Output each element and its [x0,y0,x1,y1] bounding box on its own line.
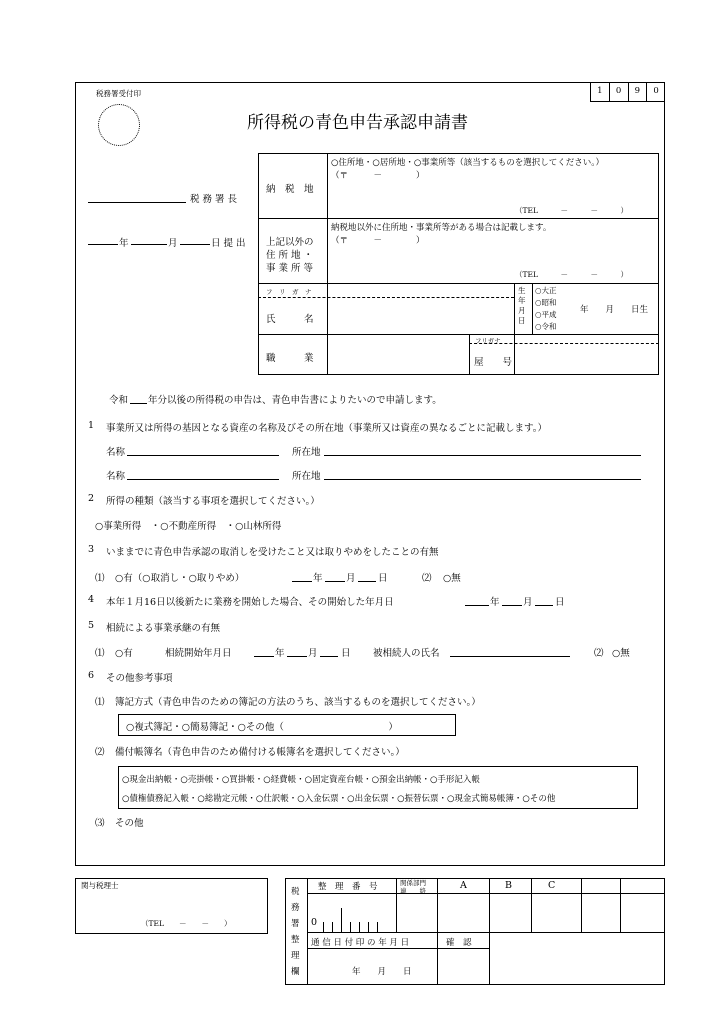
office-col-line [620,878,621,932]
form-number-digit: 1 [591,82,610,101]
tsushin-label: 通 信 日 付 印 の 年 月 日 [311,938,410,948]
section-3-month-label: 月 [346,573,356,584]
kankei-label-2: 連 絡 [400,887,426,895]
submit-year-field[interactable] [88,234,118,245]
section-1-name-label: 名称 [106,447,126,458]
office-side-char: 理 [291,951,300,961]
section-1-number: 1 [88,420,95,431]
tax-place-tel[interactable]: （TEL － － ） [515,206,628,215]
office-side-char: 税 [291,887,300,897]
name-furigana-label: フ リ ガ ナ [266,288,312,296]
office-side-char: 欄 [291,967,300,977]
section-5-number: 5 [88,620,95,631]
section-1-text: 事業所又は所得の基因となる資産の名称及びその所在地（事業所又は資産の異なるごとに記載します。） [106,423,547,434]
tax-place-label: 納 税 地 [266,184,314,195]
seiri-bango-tick [377,922,378,932]
seiri-bango-tick [350,922,351,932]
kakunin-label: 確 認 [446,938,472,948]
ledger-options-line-2[interactable]: ○債権債務記入帳・○総勘定元帳・○仕訳帳・○入金伝票・○出金伝票・○振替伝票・○現金式簡易帳簿・○その他 [122,794,556,804]
section-4-year-label: 年 [490,597,500,608]
section-3-text: いままでに青色申告承認の取消しを受けたこと又は取りやめをしたことの有無 [106,547,439,558]
column-a-label: A [460,880,467,891]
office-col-line [489,932,490,985]
office-side-char: 務 [291,903,300,913]
section-4-month-label: 月 [523,597,533,608]
seiri-bango-tick [368,922,369,932]
seiri-bango-label: 整 理 番 号 [318,882,378,892]
section-1-name-field-2[interactable] [127,468,279,480]
stamp-circle [98,104,140,146]
era-options[interactable] [535,285,557,333]
section-3-day-field[interactable] [358,570,376,582]
section-4-day-field[interactable] [535,594,553,606]
section-2-text: 所得の種類（該当する事項を選択してください。） [106,496,320,507]
birth-divider-left [514,283,515,334]
address-row-line [258,218,659,219]
office-name-field[interactable] [88,188,186,203]
section-6-q1-text: 簿記方式（青色申告のための簿記の方法のうち、該当するものを選択してください。） [115,697,481,708]
birth-label-char: 生 [518,286,526,295]
era-option[interactable]: ○大正 [535,286,557,295]
section-4-year-field[interactable] [465,594,489,606]
section-6-q2-number: ⑵ [95,747,105,758]
section-5-heir-field[interactable] [450,645,570,657]
shop-furigana-line [469,343,659,344]
section-1-place-label: 所在地 [292,447,321,458]
birth-divider-right [532,283,533,334]
era-option[interactable]: ○昭和 [535,298,557,307]
other-address-postal[interactable]: （〒 － ） [331,236,425,246]
office-side-label [291,884,300,980]
section-2-options[interactable]: ○事業所得 ・○不動産所得 ・○山林所得 [95,521,282,532]
office-col-line [531,878,532,932]
birth-label-char: 月 [518,306,526,315]
section-5-start-label: 相続開始年月日 [165,648,232,659]
section-3-year-label: 年 [313,573,323,584]
office-col-line [581,878,582,932]
section-5-day-label: 日 [341,648,351,659]
seiri-bango-tick [341,908,342,932]
section-1-name-field[interactable] [127,444,279,456]
section-3-no-option[interactable]: ○無 [443,573,461,584]
seiri-bango-ticks[interactable] [320,905,394,932]
address-row-line [258,334,659,335]
other-address-label-1: 上記以外の [266,237,314,248]
section-5-year-field[interactable] [254,645,274,657]
section-4-text: 本年１月16日以後新たに業務を開始した場合、その開始した年月日 [106,597,394,608]
tax-accountant-label: 関与税理士 [81,881,119,890]
section-5-no-option[interactable]: ○無 [612,648,630,659]
page-title: 所得税の青色申告承認申請書 [247,113,468,133]
section-6-q2-text: 備付帳簿名（青色申告のため備付ける帳簿名を選択してください。） [115,747,405,758]
office-col-line [396,878,397,932]
name-label: 氏 名 [266,314,314,325]
seiri-bango-tick [359,922,360,932]
address-table [258,153,659,375]
section-2-number: 2 [88,493,95,504]
submit-day-label: 日 提 出 [211,238,246,249]
office-mid-line [307,932,665,933]
section-6-q3-text: その他 [115,818,144,829]
submit-year-label: 年 [119,238,129,249]
statement-text: 年分以後の所得税の申告は、青色申告書によりたいので申請します。 [148,395,442,406]
section-6-number: 6 [88,670,95,681]
section-6-q3-number: ⑶ [95,818,105,829]
shop-divider-left [469,334,470,375]
era-option[interactable]: ○令和 [535,322,557,331]
section-3-p2: ⑵ [422,573,432,584]
submit-day-field[interactable] [180,234,210,245]
kankei-label-1: 関係部門 [400,879,426,887]
ledger-options-line-1[interactable]: ○現金出納帳・○売掛帳・○買掛帳・○経費帳・○固定資産台帳・○預金出納帳・○手形記入帳 [122,775,480,785]
office-ymd: 年 月 日 [352,967,412,977]
section-3-p1: ⑴ [95,573,105,584]
form-number-digit: 0 [610,82,629,101]
shop-label: 屋 号 [474,357,513,368]
birth-label-char: 年 [518,296,526,305]
section-1-name-label-2: 名称 [106,471,126,482]
other-address-label-3: 事 業 所 等 [266,263,314,274]
statement-year-field[interactable] [130,392,147,404]
section-4-number: 4 [88,594,95,605]
name-furigana-line [258,297,514,298]
form-number-digit: 9 [629,82,648,101]
shop-furigana-label: フリガナ [475,337,501,345]
office-side-char: 署 [291,919,300,929]
era-option[interactable]: ○平成 [535,310,557,319]
section-1-place-field[interactable] [324,444,641,456]
section-5-day-field[interactable] [320,645,338,657]
job-label: 職 業 [266,353,314,364]
office-side-char: 整 [291,935,300,945]
birth-label-char: 日 [518,316,526,325]
section-4-month-field[interactable] [502,594,522,606]
submit-month-label: 月 [168,238,178,249]
shop-divider-right [514,334,515,375]
seiri-bango-tick [323,922,324,932]
birth-ymd: 年 月 日生 [580,305,649,315]
section-4-day-label: 日 [555,597,565,608]
section-6-text: その他参考事項 [106,673,173,684]
form-number-digit: 0 [653,86,659,96]
other-address-tel[interactable]: （TEL － － ） [515,270,628,279]
other-address-note: 納税地以外に住所地・事業所等がある場合は記載します。 [331,223,552,233]
section-5-month-field[interactable] [287,645,307,657]
office-col-line [489,878,490,932]
other-address-label-2: 住 所 地 ・ [266,250,314,261]
tax-place-options[interactable]: ○住所地・○居所地・○事業所等（該当するものを選択してください。） [331,158,605,168]
bookkeeping-options[interactable]: ○複式簿記・○簡易簿記・○その他（ ） [126,722,398,733]
section-5-heir-label: 被相続人の氏名 [373,648,440,659]
section-3-day-label: 日 [378,573,388,584]
statement-prefix: 令和 [109,395,129,406]
section-5-yes-option[interactable]: ○有 [115,648,133,659]
section-5-p2: ⑵ [594,648,604,659]
office-suffix: 税 務 署 長 [190,194,238,205]
form-number [590,82,665,102]
section-3-year-field[interactable] [292,570,312,582]
tax-place-postal[interactable]: （〒 － ） [331,171,425,181]
section-6-q1-number: ⑴ [95,697,105,708]
section-1-place-label-2: 所在地 [292,471,321,482]
office-date-line [307,948,489,949]
stamp-label: 税務署受付印 [96,89,141,98]
office-header-line [307,893,665,894]
submit-month-field[interactable] [131,234,167,245]
birth-label [518,286,526,326]
column-b-label: B [505,880,512,891]
section-5-p1: ⑴ [95,648,105,659]
seiri-bango-tick [332,922,333,932]
tax-accountant-tel[interactable]: （TEL － － ） [141,919,232,928]
section-5-year-label: 年 [275,648,285,659]
section-3-yes-option[interactable]: ○有（○取消し・○取りやめ） [115,573,245,584]
column-c-label: C [548,880,556,891]
section-3-number: 3 [88,544,95,555]
address-table-divider [327,153,328,375]
section-5-text: 相続による事業承継の有無 [106,623,221,634]
section-5-month-label: 月 [308,648,318,659]
section-1-place-field-2[interactable] [324,468,641,480]
section-3-month-field[interactable] [325,570,345,582]
seiri-bango-zero: 0 [311,917,318,928]
address-row-line [258,283,659,284]
